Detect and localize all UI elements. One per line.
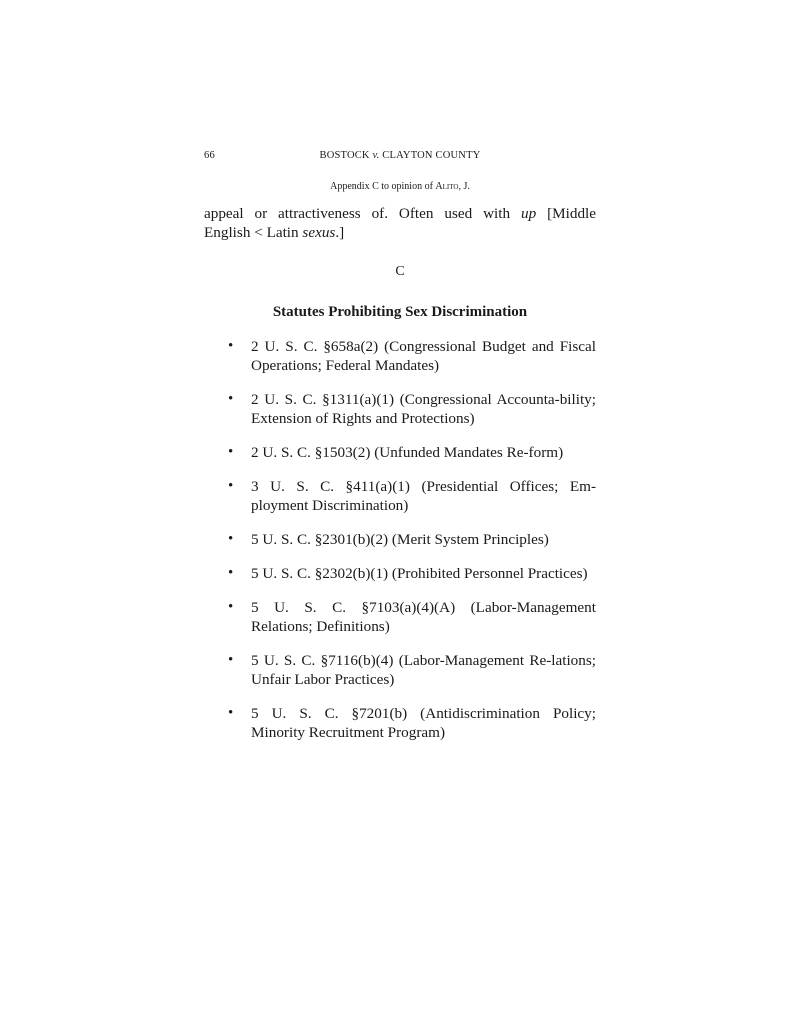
bullet-icon: •: [228, 652, 234, 668]
running-head: [204, 150, 596, 164]
statute-item: [226, 477, 596, 515]
bullet-icon: •: [228, 338, 234, 354]
statute-text: 2 U. S. C. §1311(a)(1) (Congressional Accounta-bility; Extension of Rights and Protections): [251, 391, 596, 427]
appendix-justice: Alito: [435, 181, 459, 192]
statute-text: 5 U. S. C. §2302(b)(1) (Prohibited Personnel Practices): [251, 565, 588, 582]
bullet-icon: •: [228, 531, 234, 547]
body-line-2-end: .]: [335, 224, 345, 241]
body-line-1-text: appeal or attractiveness of. Often used with: [204, 205, 511, 222]
bullet-icon: •: [228, 599, 234, 615]
body-line-2: [204, 223, 596, 242]
page-number: 66: [204, 150, 215, 161]
appendix-suffix: , J.: [458, 181, 470, 192]
statute-text: 5 U. S. C. §2301(b)(2) (Merit System Principles): [251, 531, 549, 548]
body-paragraph: [204, 204, 596, 242]
appendix-prefix: Appendix C to opinion of: [330, 181, 433, 192]
statute-text: 2 U. S. C. §1503(2) (Unfunded Mandates Re-form): [251, 444, 564, 461]
body-line-2-text: English < Latin: [204, 224, 299, 241]
case-title-versus: v.: [372, 150, 380, 161]
section-heading: Statutes Prohibiting Sex Discrimination: [272, 304, 528, 320]
statute-item: [226, 443, 596, 462]
statute-text: 5 U. S. C. §7116(b)(4) (Labor-Management Re-lations; Unfair Labor Practices): [251, 652, 596, 688]
statute-list: [226, 337, 596, 757]
statute-item: [226, 530, 596, 549]
bullet-icon: •: [228, 565, 234, 581]
case-title: [204, 150, 596, 161]
statute-text: 2 U. S. C. §658a(2) (Congressional Budget and Fiscal Operations; Federal Mandates): [251, 338, 596, 374]
case-title-part2: CLAYTON COUNTY: [382, 150, 481, 161]
bullet-icon: •: [228, 705, 234, 721]
body-line-1-end: [Middle: [547, 205, 597, 222]
statute-item: [226, 598, 596, 636]
body-line-2-italic: sexus: [302, 224, 336, 241]
section-letter: C: [395, 264, 405, 279]
statute-item: [226, 651, 596, 689]
appendix-subheading: [204, 181, 596, 192]
statute-item: [226, 337, 596, 375]
statute-item: [226, 390, 596, 428]
bullet-icon: •: [228, 478, 234, 494]
statute-item: [226, 704, 596, 742]
statute-text: 5 U. S. C. §7201(b) (Antidiscrimination Policy; Minority Recruitment Program): [251, 705, 596, 741]
statute-text: 5 U. S. C. §7103(a)(4)(A) (Labor-Management Relations; Definitions): [251, 599, 596, 635]
statute-item: [226, 564, 596, 583]
case-title-part1: BOSTOCK: [319, 150, 370, 161]
statute-text: 3 U. S. C. §411(a)(1) (Presidential Offices; Em-ployment Discrimination): [251, 478, 596, 514]
body-line-1-italic: up: [521, 205, 537, 222]
body-line-1: [204, 204, 596, 223]
bullet-icon: •: [228, 391, 234, 407]
bullet-icon: •: [228, 444, 234, 460]
